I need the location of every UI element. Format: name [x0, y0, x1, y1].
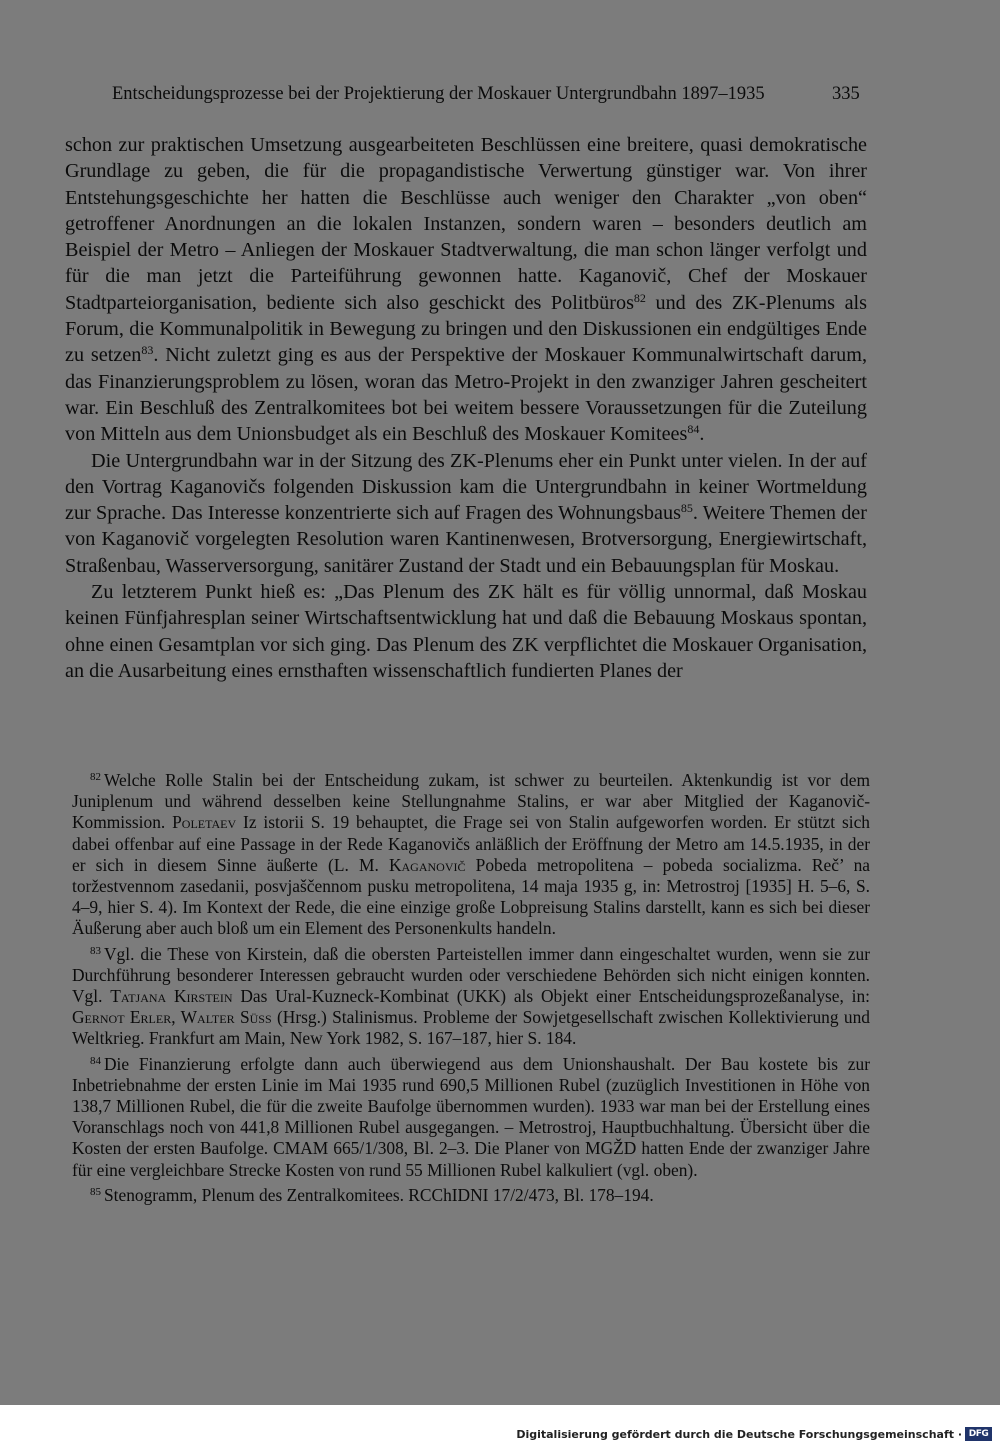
text-run: Die Finanzierung erfolgte dann auch überwiegend aus dem Unionshaushalt. Der Bau kostete bis zur Inbetriebnahme der ersten Linie im Mai 1935 rund 690,5 Millionen Rubel (zuzüglich Investitionen in Höhe von 138,7 Millionen Rubel, die für die zweite Baufolge übernommen wurden). 1933 war man bei der Erstellung eines Voranschlags noch von 441,8 Millionen Rubel ausgegangen. – Metrostroj, Hauptbuchhaltung. Übersicht über die Kosten der ersten Baufolge. CMAM 665/1/308, Bl. 2–3. Die Planer von MGŽD hatten Ende der zwanziger Jahre für eine vergleichbare Strecke Kosten von rund 55 Millionen Rubel kalkuliert (vgl. oben).: [72, 1053, 870, 1180]
body-text: [65, 132, 867, 684]
text-run: Zu letzterem Punkt hieß es: „Das Plenum des ZK hält es für völlig unnormal, daß Moskau keinen Fünfjahresplan seiner Wirtschaftsentwicklung hat und daß die Bebauung Moskaus spontan, ohne einen Gesamtplan vor sich ging. Das Plenum des ZK verpflichtet die Moskauer Organisation, an die Ausarbeitung eines ernsthaften wissenschaftlich fundierten Planes der: [65, 581, 867, 682]
text-run: (Hrsg.) Stalinismus. Probleme der Sowjetgesellschaft zwischen Kollektivierung und Weltkrieg. Frankfurt am Main, New York 1982, S. 167–187, hier S. 184.: [72, 1007, 870, 1049]
paragraph: [65, 579, 867, 684]
text-run: .: [699, 423, 705, 446]
page-number: 335: [832, 84, 860, 104]
running-head: [112, 82, 872, 106]
footnote-marker: 83: [90, 944, 101, 957]
footnote-marker: 85: [90, 1185, 101, 1198]
footnote-marker: 82: [90, 771, 101, 783]
author-name: Gernot Erler, Walter Süß: [72, 1007, 272, 1028]
running-head-title: Entscheidungsprozesse bei der Projektierung der Moskauer Untergrundbahn 1897–1935: [112, 84, 765, 104]
text-run: Iz istorii S. 19 behauptet, die Frage sei von Stalin aufgeworfen worden. Er stützt sich dabei offenbar auf eine Passage in der Rede Kaganovičs anläßlich der Eröffnung der Metro am 14.5.1935, in der er sich in diesem Sinne äußerte (L. M.: [72, 812, 870, 875]
author-name: Tatjana Kirstein: [110, 986, 233, 1007]
footnote-ref-83: 83: [141, 343, 154, 358]
text-run: Die Untergrundbahn war in der Sitzung des ZK-Plenums eher ein Punkt unter vielen. In der auf den Vortrag Kaganovičs folgenden Diskussion kam die Untergrundbahn in keiner Wortmeldung zur Sprache. Das Interesse konzentrierte sich auf Fragen des Wohnungsbaus: [65, 449, 867, 525]
footnotes: [72, 770, 870, 1210]
text-run: schon zur praktischen Umsetzung ausgearbeiteten Beschlüssen eine breitere, quasi demokratische Grundlage zu geben, die für die propagandistische Verwertung günstiger war. Von ihrer Entstehungsgeschichte her hatten die Beschlüsse auch weniger den Charakter „von oben“ getroffener Anordnungen an die lokalen Instanzen, sondern waren – besonders deutlich am Beispiel der Metro – Anliegen der Moskauer Stadtverwaltung, die man schon länger verfolgt und für die man jetzt die Parteiführung gewonnen hatte. Kaganovič, Chef der Moskauer Stadtparteiorganisation, bediente sich also geschickt des Politbüros: [65, 134, 867, 314]
footnote-ref-82: 82: [633, 290, 646, 305]
footnote-marker: 84: [90, 1054, 101, 1067]
text-run: . Nicht zuletzt ging es aus der Perspektive der Moskauer Kommunalwirtschaft darum, das Finanzierungsproblem zu lösen, woran das Metro-Projekt in den zwanziger Jahren gescheitert war. Ein Beschluß des Zentralkomitees bot bei weitem bessere Voraussetzungen für die Zuteilung von Mitteln aus dem Unionsbudget als ein Beschluß des Moskauer Komitees: [65, 344, 867, 446]
footnote-85: [72, 1185, 870, 1206]
text-run: Welche Rolle Stalin bei der Entscheidung zukam, ist schwer zu beurteilen. Aktenkundig ist vor dem Juniplenum und während desselben keine Stellungnahme Stalins, er war aber Mitglied der Kaganovič-Kommission.: [72, 770, 870, 833]
text-run: . Weitere Themen der von Kaganovič vorgelegten Resolution waren Kantinenwesen, Brotversorgung, Energiewirtschaft, Straßenbau, Wasserversorgung, sanitärer Zustand der Stadt und ein Bebauungsplan für Moskau.: [65, 502, 867, 577]
text-run: und des ZK-Plenums als Forum, die Kommunalpolitik in Bewegung zu bringen und den Diskussionen ein endgültiges Ende zu setzen: [65, 291, 867, 367]
author-name: Poletaev: [172, 812, 237, 833]
paragraph: [65, 448, 867, 579]
footnote-ref-84: 84: [687, 422, 700, 437]
footnote-ref-85: 85: [680, 501, 693, 516]
footnote-83: [72, 944, 870, 1050]
credit-bar: [0, 1405, 1000, 1446]
footnote-84: [72, 1054, 870, 1181]
text-run: Vgl. die These von Kirstein, daß die obersten Parteistellen immer dann eingeschaltet wurden, wenn sie zur Durchführung besonderer Interessen gebraucht wurden oder verschiedene Behörden sich nicht einigen konnten. Vgl.: [72, 943, 870, 1007]
funding-credit: Digitalisierung gefördert durch die Deutsche Forschungsgemeinschaft ·: [516, 1428, 962, 1441]
footnote-82: [72, 770, 870, 940]
text-run: Pobeda metropolitena – pobeda socializma. Reč’ na toržestvennom zasedanii, posvjaščennom pusku metropolitena, 14 maja 1935 g, in: Metrostroj [1935] H. 5–6, S. 4–9, hier S. 4). Im Kontext der Rede, die eine einzige große Lobpreisung Stalins darstellt, kann es sich bei dieser Äußerung aber auch bloß um ein Element des Personenkults handeln.: [72, 854, 870, 939]
text-run: Das Ural-Kuzneck-Kombinat (UKK) als Objekt einer Entscheidungsprozeßanalyse, in:: [232, 986, 870, 1007]
author-name: Kaganovič: [388, 854, 466, 875]
text-run: Stenogramm, Plenum des Zentralkomitees. RCChIDNI 17/2/473, Bl. 178–194.: [104, 1184, 654, 1205]
paragraph: [65, 132, 867, 448]
dfg-logo: DFG: [965, 1427, 992, 1441]
